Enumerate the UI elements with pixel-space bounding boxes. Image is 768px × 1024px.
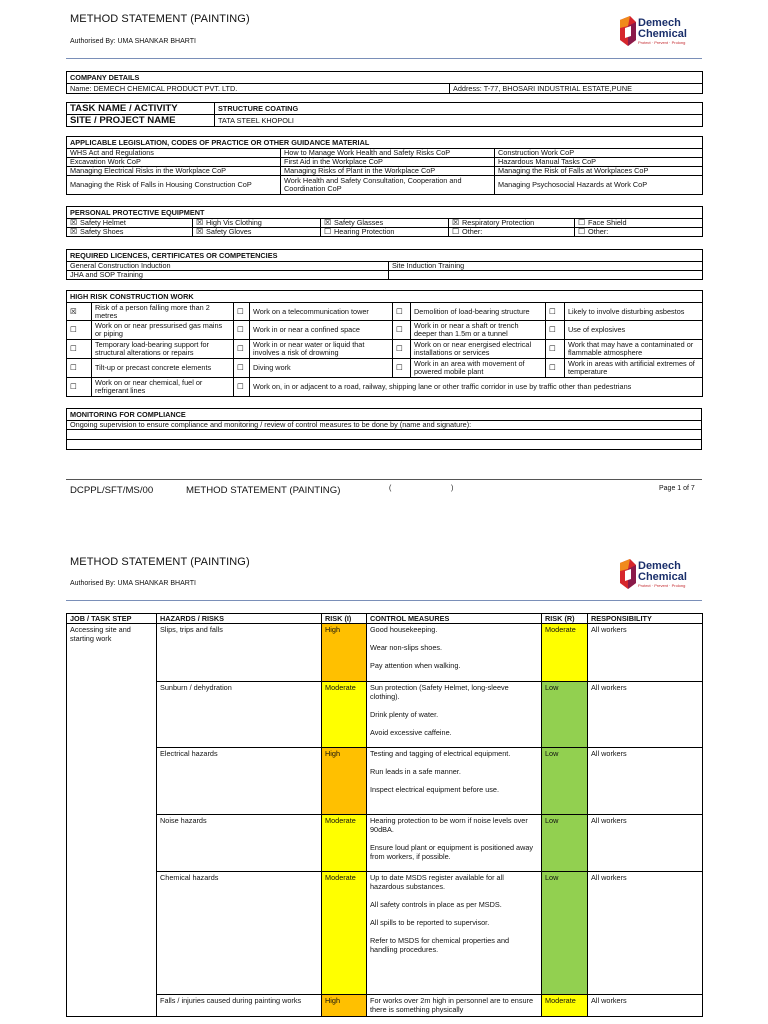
logo-line1: Demech — [638, 17, 681, 29]
company-details-table — [66, 71, 703, 94]
logo-line2: Chemical — [638, 571, 687, 583]
hrcw-checkbox[interactable]: ☐ — [393, 321, 411, 340]
col-header-responsibility: RESPONSIBILITY — [588, 614, 703, 624]
table-row — [67, 682, 703, 748]
monitoring-table — [66, 408, 702, 450]
hrcw-checkbox[interactable]: ☐ — [67, 340, 92, 359]
control-item: Inspect electrical equipment before use. — [370, 785, 499, 794]
ppe-label: Other: — [588, 227, 609, 236]
legislation-item: Hazardous Manual Tasks CoP — [495, 158, 703, 167]
ppe-label: Safety Shoes — [80, 227, 124, 236]
control-item: Drink plenty of water. — [370, 710, 439, 719]
hrcw-item: Demolition of load-bearing structure — [411, 303, 546, 321]
hrcw-item: Work in or near water or liquid that involves a risk of drowning — [250, 340, 393, 359]
licence-item: General Construction Induction — [67, 262, 389, 271]
header-rule — [66, 58, 702, 59]
hrcw-item: Work on a telecommunication tower — [250, 303, 393, 321]
licences-table — [66, 249, 703, 280]
logo-line1: Demech — [638, 560, 681, 572]
hrcw-checkbox[interactable]: ☐ — [234, 359, 250, 378]
controls-cell — [367, 995, 542, 1017]
high-risk-heading: HIGH RISK CONSTRUCTION WORK — [67, 291, 703, 303]
legislation-item: Managing Risks of Plant in the Workplace CoP — [281, 167, 495, 176]
hrcw-item-wide: Work on, in or adjacent to a road, railway, shipping lane or other traffic corridor in use by traffic other than pedestrians — [250, 378, 703, 397]
control-item: Up to date MSDS register available for all hazardous substances. — [370, 873, 504, 891]
col-header-risk-residual: RISK (R) — [542, 614, 588, 624]
hrcw-item: Diving work — [250, 359, 393, 378]
monitoring-text: Ongoing supervision to ensure compliance and monitoring / review of control measures to be done by (name and signature): — [67, 421, 702, 430]
table-row — [67, 995, 703, 1017]
monitoring-blank-row[interactable] — [67, 440, 702, 450]
hrcw-checkbox[interactable]: ☐ — [393, 359, 411, 378]
control-item: Refer to MSDS for chemical properties and handling procedures. — [370, 936, 510, 954]
risk-residual-cell: Low — [542, 748, 588, 815]
hrcw-item: Work in or near a shaft or trench deeper than 1.5m or a tunnel — [411, 321, 546, 340]
responsibility-cell: All workers — [588, 748, 703, 815]
ppe-checkbox[interactable]: ☐ — [578, 227, 586, 236]
licence-item: Site Induction Training — [389, 262, 703, 271]
legislation-item: Managing the Risk of Falls at Workplaces CoP — [495, 167, 703, 176]
logo-mark-icon — [616, 557, 638, 591]
risk-residual-cell: Moderate — [542, 995, 588, 1017]
controls-cell — [367, 748, 542, 815]
hrcw-checkbox[interactable]: ☐ — [234, 340, 250, 359]
legislation-item: Managing Electrical Risks in the Workplace CoP — [67, 167, 281, 176]
responsibility-cell: All workers — [588, 682, 703, 748]
risk-initial-cell: High — [322, 624, 367, 682]
logo-mark-icon — [616, 14, 638, 48]
responsibility-cell: All workers — [588, 872, 703, 995]
monitoring-heading: MONITORING FOR COMPLIANCE — [67, 409, 702, 421]
page2-authorised-by: Authorised By: UMA SHANKAR BHARTI — [70, 580, 196, 587]
footer-doc-title: METHOD STATEMENT (PAINTING) — [186, 485, 341, 496]
control-item: Good housekeeping. — [370, 625, 438, 634]
site-name-label: SITE / PROJECT NAME — [67, 115, 215, 127]
risk-initial-cell: Moderate — [322, 815, 367, 872]
responsibility-cell: All workers — [588, 995, 703, 1017]
controls-cell — [367, 624, 542, 682]
licence-item: JHA and SOP Training — [67, 271, 389, 280]
risk-residual-cell: Low — [542, 872, 588, 995]
licences-heading: REQUIRED LICENCES, CERTIFICATES OR COMPETENCIES — [67, 250, 703, 262]
risk-initial-cell: Moderate — [322, 872, 367, 995]
hrcw-item: Work on or near energised electrical installations or services — [411, 340, 546, 359]
col-header-hazards: HAZARDS / RISKS — [157, 614, 322, 624]
hrcw-item: Risk of a person falling more than 2 metres — [92, 303, 234, 321]
hrcw-checkbox[interactable]: ☒ — [67, 303, 92, 321]
footer-page-number: Page 1 of 7 — [659, 485, 695, 492]
logo-line2: Chemical — [638, 28, 687, 40]
ppe-label: Face Shield — [588, 218, 627, 227]
ppe-heading: PERSONAL PROTECTIVE EQUIPMENT — [67, 207, 703, 219]
legislation-item: Construction Work CoP — [495, 149, 703, 158]
control-item: Run leads in a safe manner. — [370, 767, 461, 776]
table-row — [67, 815, 703, 872]
hrcw-item: Use of explosives — [565, 321, 703, 340]
table-row — [67, 872, 703, 995]
legislation-item: Managing the Risk of Falls in Housing Construction CoP — [67, 176, 281, 195]
risk-assessment-table — [66, 613, 703, 1017]
hrcw-checkbox[interactable]: ☐ — [546, 359, 565, 378]
footer-rule — [66, 479, 702, 480]
site-name-value: TATA STEEL KHOPOLI — [215, 115, 703, 127]
task-name-label: TASK NAME / ACTIVITY — [67, 103, 215, 115]
hrcw-checkbox[interactable]: ☐ — [67, 378, 92, 397]
task-site-table — [66, 102, 703, 127]
legislation-table — [66, 136, 703, 195]
hrcw-checkbox[interactable]: ☐ — [67, 359, 92, 378]
legislation-item: Work Health and Safety Consultation, Cooperation and Coordination CoP — [281, 176, 495, 195]
legislation-item: Excavation Work CoP — [67, 158, 281, 167]
control-item: Hearing protection to be worn if noise levels over 90dBA. — [370, 816, 528, 834]
ppe-checkbox[interactable]: ☒ — [324, 218, 332, 227]
page2-company-logo — [616, 557, 696, 593]
col-header-control-measures: CONTROL MEASURES — [367, 614, 542, 624]
col-header-risk-initial: RISK (I) — [322, 614, 367, 624]
control-item: Ensure loud plant or equipment is positioned away from workers, if possible. — [370, 843, 534, 861]
control-item: Sun protection (Safety Helmet, long-sleeve clothing). — [370, 683, 509, 701]
ppe-label: High Vis Clothing — [206, 218, 262, 227]
page1-doc-title: METHOD STATEMENT (PAINTING) — [70, 13, 250, 25]
company-name: Name: DEMECH CHEMICAL PRODUCT PVT. LTD. — [67, 84, 450, 94]
hazard-cell: Sunburn / dehydration — [157, 682, 322, 748]
hrcw-checkbox[interactable]: ☐ — [234, 303, 250, 321]
ppe-checkbox[interactable]: ☐ — [578, 218, 586, 227]
logo-tagline: Protect · Prevent · Prolong — [638, 40, 686, 45]
task-step-cell: Accessing site and starting work — [67, 624, 157, 1017]
ppe-label: Safety Glasses — [334, 218, 384, 227]
ppe-label: Respiratory Protection — [462, 218, 535, 227]
company-details-heading: COMPANY DETAILS — [67, 72, 703, 84]
page1-company-logo — [616, 14, 696, 50]
ppe-checkbox[interactable]: ☐ — [324, 227, 332, 236]
table-row — [67, 748, 703, 815]
control-item: All safety controls in place as per MSDS. — [370, 900, 502, 909]
hrcw-checkbox[interactable]: ☐ — [546, 340, 565, 359]
risk-residual-cell: Moderate — [542, 624, 588, 682]
ppe-checkbox[interactable]: ☒ — [70, 227, 78, 236]
hrcw-item: Work in areas with artificial extremes of temperature — [565, 359, 703, 378]
logo-tagline: Protect · Prevent · Prolong — [638, 583, 686, 588]
page1-authorised-by: Authorised By: UMA SHANKAR BHARTI — [70, 38, 196, 45]
legislation-heading: APPLICABLE LEGISLATION, CODES OF PRACTICE OR OTHER GUIDANCE MATERIAL — [67, 137, 703, 149]
controls-cell — [367, 682, 542, 748]
risk-residual-cell: Low — [542, 682, 588, 748]
control-item: Avoid excessive caffeine. — [370, 728, 452, 737]
footer-doc-code: DCPPL/SFT/MS/00 — [70, 485, 154, 496]
hrcw-item: Work on or near chemical, fuel or refrigerant lines — [92, 378, 234, 397]
company-address: Address: T-77, BHOSARI INDUSTRIAL ESTATE,PUNE — [450, 84, 703, 94]
ppe-checkbox[interactable]: ☒ — [196, 227, 204, 236]
ppe-table — [66, 206, 703, 237]
control-item: For works over 2m high in personnel are to ensure there is something physically — [370, 996, 534, 1014]
control-item: Pay attention when walking. — [370, 661, 461, 670]
risk-initial-cell: Moderate — [322, 682, 367, 748]
legislation-item: First Aid in the Workplace CoP — [281, 158, 495, 167]
risk-initial-cell: High — [322, 995, 367, 1017]
ppe-label: Safety Helmet — [80, 218, 126, 227]
col-header-task-step: JOB / TASK STEP — [67, 614, 157, 624]
hrcw-checkbox[interactable]: ☐ — [546, 321, 565, 340]
hrcw-checkbox[interactable]: ☐ — [234, 321, 250, 340]
hrcw-checkbox[interactable]: ☐ — [67, 321, 92, 340]
footer-paren-open: ( — [389, 485, 392, 492]
hrcw-checkbox[interactable]: ☐ — [546, 303, 565, 321]
hazard-cell: Slips, trips and falls — [157, 624, 322, 682]
controls-cell — [367, 815, 542, 872]
legislation-item: How to Manage Work Health and Safety Risks CoP — [281, 149, 495, 158]
footer-paren-close: ) — [451, 485, 454, 492]
ppe-checkbox[interactable]: ☐ — [452, 227, 460, 236]
high-risk-work-table — [66, 290, 703, 397]
risk-initial-cell: High — [322, 748, 367, 815]
hrcw-item: Likely to involve disturbing asbestos — [565, 303, 703, 321]
control-item: All spills to be reported to supervisor. — [370, 918, 490, 927]
ppe-label: Other: — [462, 227, 483, 236]
responsibility-cell: All workers — [588, 815, 703, 872]
ppe-checkbox[interactable]: ☒ — [196, 218, 204, 227]
legislation-item: WHS Act and Regulations — [67, 149, 281, 158]
hrcw-item: Work in or near a confined space — [250, 321, 393, 340]
control-item: Testing and tagging of electrical equipment. — [370, 749, 511, 758]
control-item: Wear non-slips shoes. — [370, 643, 443, 652]
task-name-value: STRUCTURE COATING — [215, 103, 703, 115]
responsibility-cell: All workers — [588, 624, 703, 682]
monitoring-blank-row[interactable] — [67, 430, 702, 440]
risk-residual-cell: Low — [542, 815, 588, 872]
hrcw-checkbox[interactable]: ☐ — [393, 340, 411, 359]
hazard-cell: Falls / injuries caused during painting works — [157, 995, 322, 1017]
hrcw-item: Temporary load-bearing support for structural alterations or repairs — [92, 340, 234, 359]
page2-doc-title: METHOD STATEMENT (PAINTING) — [70, 556, 250, 568]
ppe-label: Hearing Protection — [334, 227, 395, 236]
hazard-cell: Chemical hazards — [157, 872, 322, 995]
ppe-label: Safety Gloves — [206, 227, 252, 236]
ppe-checkbox[interactable]: ☒ — [452, 218, 460, 227]
hrcw-checkbox[interactable]: ☐ — [393, 303, 411, 321]
hrcw-item: Tilt-up or precast concrete elements — [92, 359, 234, 378]
legislation-item: Managing Psychosocial Hazards at Work CoP — [495, 176, 703, 195]
hrcw-item: Work that may have a contaminated or flammable atmosphere — [565, 340, 703, 359]
hrcw-item: Work in an area with movement of powered mobile plant — [411, 359, 546, 378]
hazard-cell: Noise hazards — [157, 815, 322, 872]
hazard-cell: Electrical hazards — [157, 748, 322, 815]
ppe-checkbox[interactable]: ☒ — [70, 218, 78, 227]
hrcw-item: Work on or near pressurised gas mains or piping — [92, 321, 234, 340]
controls-cell — [367, 872, 542, 995]
header-rule — [66, 600, 702, 601]
hrcw-checkbox[interactable]: ☐ — [234, 378, 250, 397]
table-row — [67, 624, 703, 682]
